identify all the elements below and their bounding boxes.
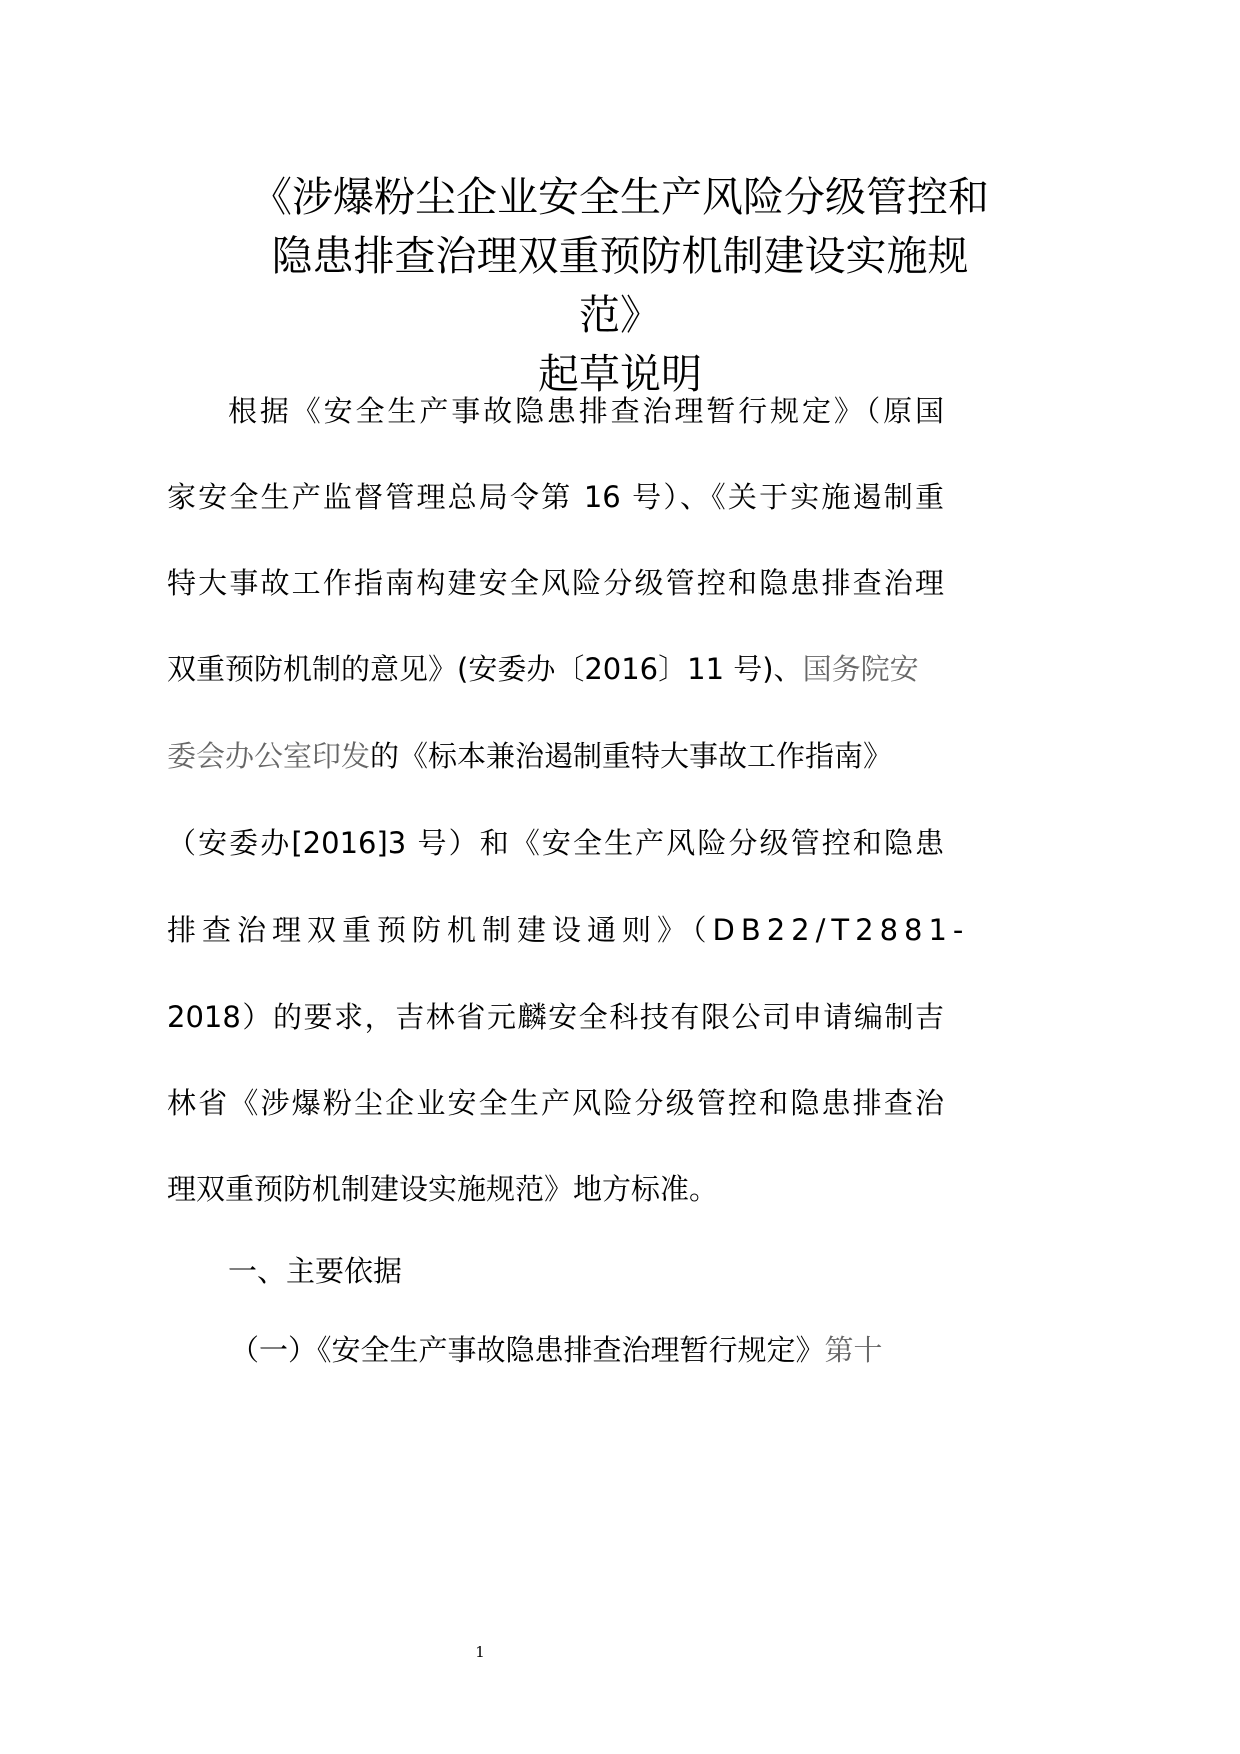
paragraph-line-10-text: 理双重预防机制建设实施规范》地方标准。 bbox=[167, 1172, 719, 1206]
paragraph-line-1 bbox=[228, 391, 944, 431]
paragraph-line-3-text: 特大事故工作指南构建安全风险分级管控和隐患排查治理 bbox=[167, 566, 944, 600]
document-subtitle: 起草说明 bbox=[538, 350, 702, 398]
section-heading bbox=[228, 1251, 728, 1291]
paragraph-line-5 bbox=[167, 736, 944, 776]
title-line-2: 隐患排查治理双重预防机制建设实施规 bbox=[271, 232, 969, 280]
section-item-1 bbox=[230, 1330, 944, 1370]
paragraph-line-10 bbox=[167, 1169, 944, 1209]
paragraph-line-6-text: （安委办[2016]3 号）和《安全生产风险分级管控和隐患 bbox=[167, 826, 944, 860]
section-heading-text: 一、主要依据 bbox=[228, 1254, 403, 1288]
paragraph-line-4 bbox=[167, 649, 944, 689]
section-item-1-grey-text: 第十 bbox=[824, 1333, 883, 1367]
title-line-3: 范》 bbox=[579, 291, 661, 339]
paragraph-line-7-text: 排查治理双重预防机制建设通则》（DB22/T2881- bbox=[167, 913, 970, 947]
paragraph-line-8 bbox=[167, 997, 944, 1037]
paragraph-line-2 bbox=[167, 477, 944, 517]
paragraph-line-9 bbox=[167, 1083, 944, 1123]
paragraph-line-3 bbox=[167, 563, 944, 603]
paragraph-line-1-text: 根据《安全生产事故隐患排查治理暂行规定》（原国 bbox=[228, 394, 944, 428]
document-title bbox=[150, 168, 1090, 404]
section-item-1-text: （一）《安全生产事故隐患排查治理暂行规定》 bbox=[230, 1333, 825, 1367]
paragraph-line-7 bbox=[167, 910, 970, 950]
paragraph-line-6 bbox=[167, 823, 944, 863]
paragraph-line-5-grey-text: 委会办公室印发 bbox=[167, 739, 371, 773]
paragraph-line-2-text: 家安全生产监督管理总局令第 16 号）、《关于实施遏制重 bbox=[167, 480, 944, 514]
paragraph-line-8-text: 2018）的要求，吉林省元麟安全科技有限公司申请编制吉 bbox=[167, 1000, 944, 1034]
paragraph-line-9-text: 林省《涉爆粉尘企业安全生产风险分级管控和隐患排查治 bbox=[167, 1086, 944, 1120]
title-line-1: 《涉爆粉尘企业安全生产风险分级管控和 bbox=[251, 173, 989, 221]
paragraph-line-5-text: 的《标本兼治遏制重特大事故工作指南》 bbox=[370, 739, 893, 773]
paragraph-line-4-grey-text: 国务院安 bbox=[802, 652, 919, 686]
page-number: 1 bbox=[475, 1643, 485, 1661]
paragraph-line-4-text: 双重预防机制的意见》(安委办〔2016〕11 号)、 bbox=[167, 652, 803, 686]
